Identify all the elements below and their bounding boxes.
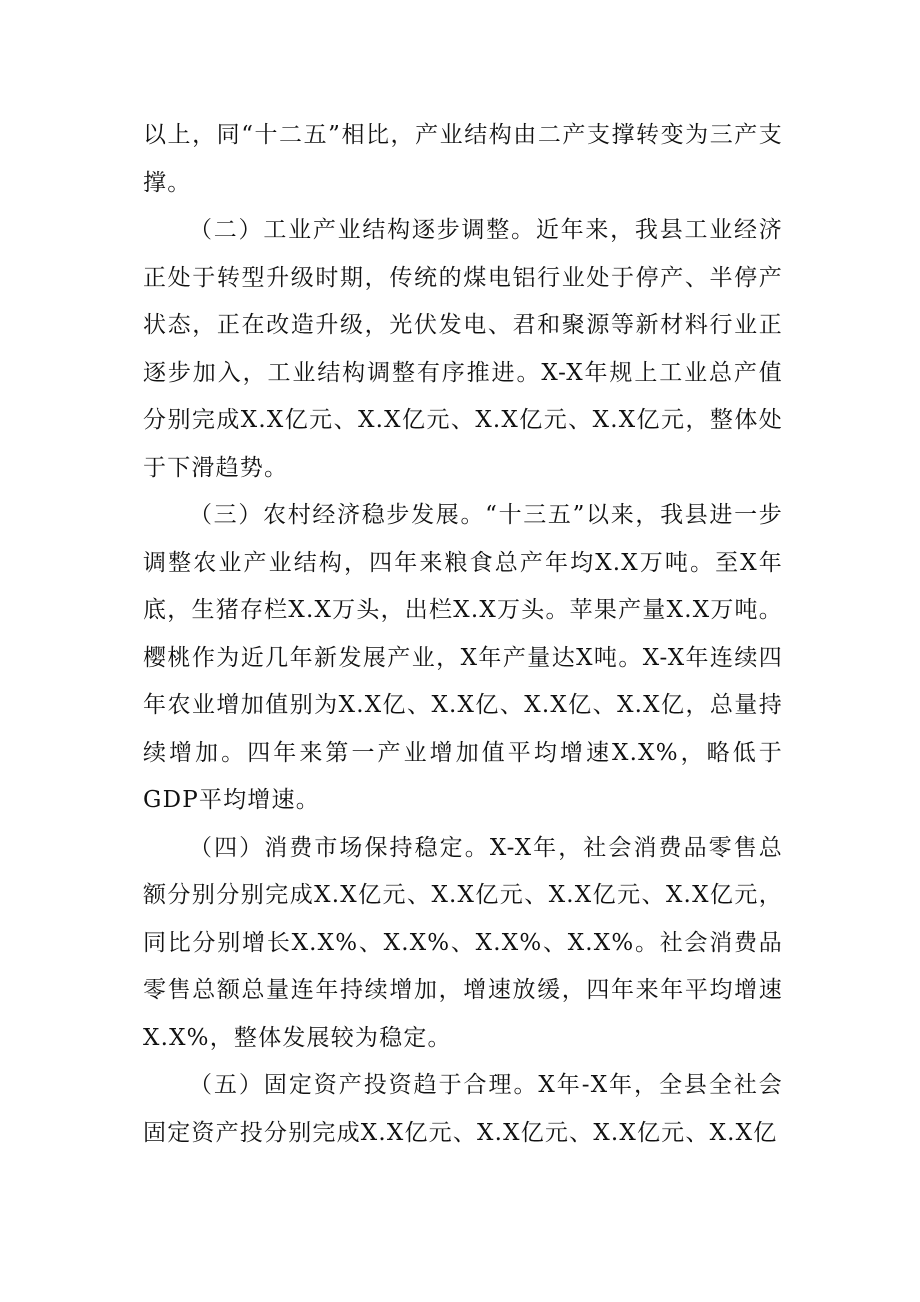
paragraph-rural-economy: （三）农村经济稳步发展。“十三五”以来，我县进一步调整农业产业结构，四年来粮食总产年均X.X万吨。至X年底，生猪存栏X.X万头，出栏X.X万头。苹果产量X.X万吨。樱桃作为近几年新发展产业，X年产量达X吨。X-X年连续四年农业增加值别为X.X亿、X.X亿、X.X亿、X.X亿，总量持续增加。四年来第一产业增加值平均增速X.X%，略低于GDP平均增速。 [143,502,783,813]
paragraph-industrial-structure: （二）工业产业结构逐步调整。近年来，我县工业经济正处于转型升级时期，传统的煤电铝行业处于停产、半停产状态，正在改造升级，光伏发电、君和聚源等新材料行业正逐步加入，工业结构调整有序推进。X-X年规上工业总产值分别完成X.X亿元、X.X亿元、X.X亿元、X.X亿元，整体处于下滑趋势。 [143,217,783,481]
paragraph-fixed-asset-investment: （五）固定资产投资趋于合理。X年-X年，全县全社会固定资产投分别完成X.X亿元、X.X亿元、X.X亿元、X.X亿 [143,1072,783,1146]
document-body [143,112,783,1157]
paragraph-consumer-market: （四）消费市场保持稳定。X-X年，社会消费品零售总额分别分别完成X.X亿元、X.X亿元、X.X亿元、X.X亿元，同比分别增长X.X%、X.X%、X.X%、X.X%。社会消费品零售总额总量连年持续增加，增速放缓，四年来年平均增速X.X%，整体发展较为稳定。 [143,834,783,1051]
paragraph-continuation: 以上，同“十二五”相比，产业结构由二产支撑转变为三产支撑。 [143,122,783,196]
